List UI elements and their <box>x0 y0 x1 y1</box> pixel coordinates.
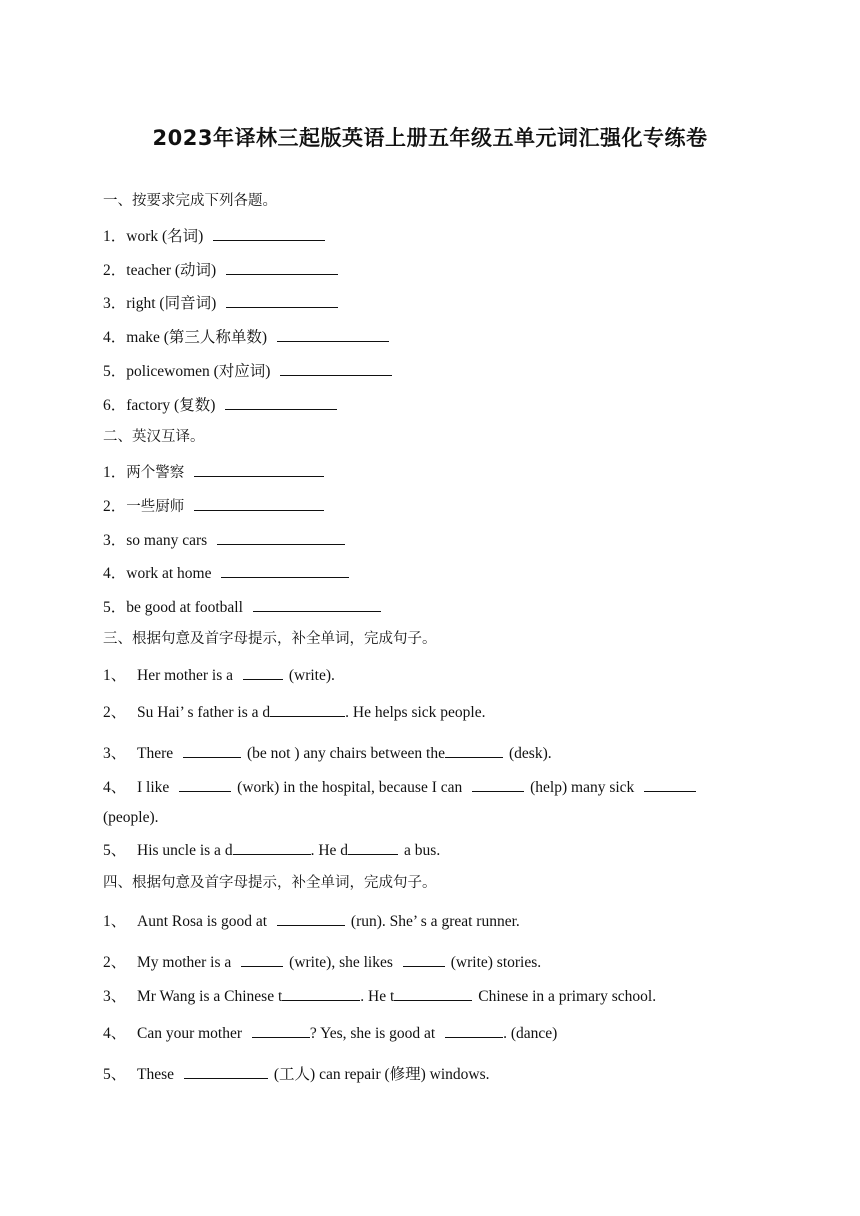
question-text: His uncle is a d <box>137 842 233 859</box>
question-number: 4． <box>103 565 127 582</box>
question-row <box>103 225 327 247</box>
question-text: (be not ) any chairs between the <box>247 745 445 762</box>
answer-blank[interactable] <box>445 742 503 758</box>
question-text: . (dance) <box>503 1025 558 1042</box>
question-row <box>103 910 520 932</box>
question-text: Mr Wang is a Chinese t <box>137 988 283 1005</box>
answer-blank[interactable] <box>217 529 345 545</box>
question-continuation: (people). <box>103 809 159 826</box>
question-row <box>103 394 339 416</box>
question-number: 6． <box>103 397 127 414</box>
question-number: 5、 <box>103 842 127 859</box>
answer-blank[interactable] <box>226 259 338 275</box>
question-number: 1． <box>103 464 127 481</box>
answer-blank[interactable] <box>225 394 337 410</box>
question-text: (help) many sick <box>530 779 635 796</box>
question-number: 3． <box>103 532 127 549</box>
question-text: (工人) can repair (修理) windows. <box>273 1066 490 1083</box>
question-text: My mother is a <box>137 954 232 971</box>
answer-blank[interactable] <box>233 839 311 855</box>
question-row <box>103 259 340 281</box>
answer-blank[interactable] <box>243 664 283 680</box>
question-row <box>103 562 351 584</box>
answer-blank[interactable] <box>213 225 325 241</box>
answer-blank[interactable] <box>194 461 324 477</box>
question-row <box>103 1063 490 1085</box>
answer-blank[interactable] <box>183 742 241 758</box>
question-text: teacher (动词) <box>126 262 217 279</box>
answer-blank[interactable] <box>280 360 392 376</box>
question-number: 4、 <box>103 779 127 796</box>
question-number: 2、 <box>103 954 127 971</box>
question-text: (write), she likes <box>289 954 393 971</box>
answer-blank[interactable] <box>194 495 324 511</box>
question-row <box>103 529 347 551</box>
question-text: so many cars <box>126 532 208 549</box>
question-row <box>103 742 552 764</box>
answer-blank[interactable] <box>226 292 338 308</box>
section-heading-3: 三、根据句意及首字母提示，补全单词，完成句子。 <box>103 631 437 647</box>
question-text: I like <box>137 779 170 796</box>
answer-blank[interactable] <box>277 910 345 926</box>
question-text: be good at football <box>126 599 243 616</box>
question-row <box>103 664 335 686</box>
question-row <box>103 596 383 618</box>
answer-blank[interactable] <box>221 562 349 578</box>
answer-blank[interactable] <box>472 776 524 792</box>
question-text: 两个警察 <box>126 465 185 481</box>
question-text: Her mother is a <box>137 667 233 684</box>
answer-blank[interactable] <box>644 776 696 792</box>
question-row <box>103 951 541 973</box>
answer-blank[interactable] <box>282 985 360 1001</box>
question-row <box>103 1022 557 1044</box>
question-text: (work) in the hospital, because I can <box>237 779 463 796</box>
question-text: Can your mother <box>137 1025 243 1042</box>
question-number: 3、 <box>103 988 127 1005</box>
section-heading-1: 一、按要求完成下列各题。 <box>103 193 277 209</box>
question-text: right (同音词) <box>126 295 217 312</box>
question-text: make (第三人称单数) <box>126 329 268 346</box>
section-heading-2: 二、英汉互译。 <box>103 429 205 445</box>
answer-blank[interactable] <box>403 951 445 967</box>
question-text: (desk). <box>509 745 552 762</box>
question-number: 1、 <box>103 667 127 684</box>
question-number: 1． <box>103 228 127 245</box>
question-number: 2． <box>103 262 127 279</box>
question-row <box>103 776 698 798</box>
answer-blank[interactable] <box>253 596 381 612</box>
question-number: 4． <box>103 329 127 346</box>
question-text: Chinese in a primary school. <box>478 988 657 1005</box>
question-text: . He d <box>310 842 349 859</box>
question-row <box>103 495 326 517</box>
question-text: (write) stories. <box>450 954 542 971</box>
section-heading-4: 四、根据句意及首字母提示，补全单词，完成句子。 <box>103 875 437 891</box>
question-text: a bus. <box>404 842 441 859</box>
question-row <box>103 292 340 314</box>
question-number: 5． <box>103 363 127 380</box>
question-row <box>103 326 391 348</box>
question-row <box>103 360 394 382</box>
question-text: (write). <box>288 667 335 684</box>
answer-blank[interactable] <box>270 701 345 717</box>
question-number: 4、 <box>103 1025 127 1042</box>
answer-blank[interactable] <box>445 1022 503 1038</box>
question-number: 2． <box>103 498 127 515</box>
answer-blank[interactable] <box>252 1022 310 1038</box>
question-number: 1、 <box>103 913 127 930</box>
answer-blank[interactable] <box>394 985 472 1001</box>
page-title: 2023年译林三起版英语上册五年级五单元词汇强化专练卷 <box>152 126 708 150</box>
question-number: 5． <box>103 599 127 616</box>
answer-blank[interactable] <box>179 776 231 792</box>
question-text: work at home <box>126 565 212 582</box>
question-number: 3． <box>103 295 127 312</box>
answer-blank[interactable] <box>184 1063 268 1079</box>
question-number: 5、 <box>103 1066 127 1083</box>
answer-blank[interactable] <box>348 839 398 855</box>
answer-blank[interactable] <box>277 326 389 342</box>
question-text: policewomen (对应词) <box>126 363 271 380</box>
question-text: work (名词) <box>126 228 204 245</box>
question-text: Su Hai’ s father is a d <box>137 704 271 721</box>
question-text: Aunt Rosa is good at <box>137 913 268 930</box>
question-text: There <box>137 745 174 762</box>
question-row <box>103 985 656 1007</box>
answer-blank[interactable] <box>241 951 283 967</box>
question-text: factory (复数) <box>126 397 216 414</box>
question-number: 3、 <box>103 745 127 762</box>
question-row <box>103 839 440 861</box>
question-text: 一些厨师 <box>126 499 185 515</box>
question-row <box>103 461 326 483</box>
question-text: (run). She’ s a great runner. <box>350 913 520 930</box>
question-text: These <box>137 1066 175 1083</box>
question-number: 2、 <box>103 704 127 721</box>
question-text: . He t <box>360 988 395 1005</box>
question-text: ? Yes, she is good at <box>309 1025 436 1042</box>
question-text: . He helps sick people. <box>345 704 486 721</box>
question-row <box>103 701 485 723</box>
